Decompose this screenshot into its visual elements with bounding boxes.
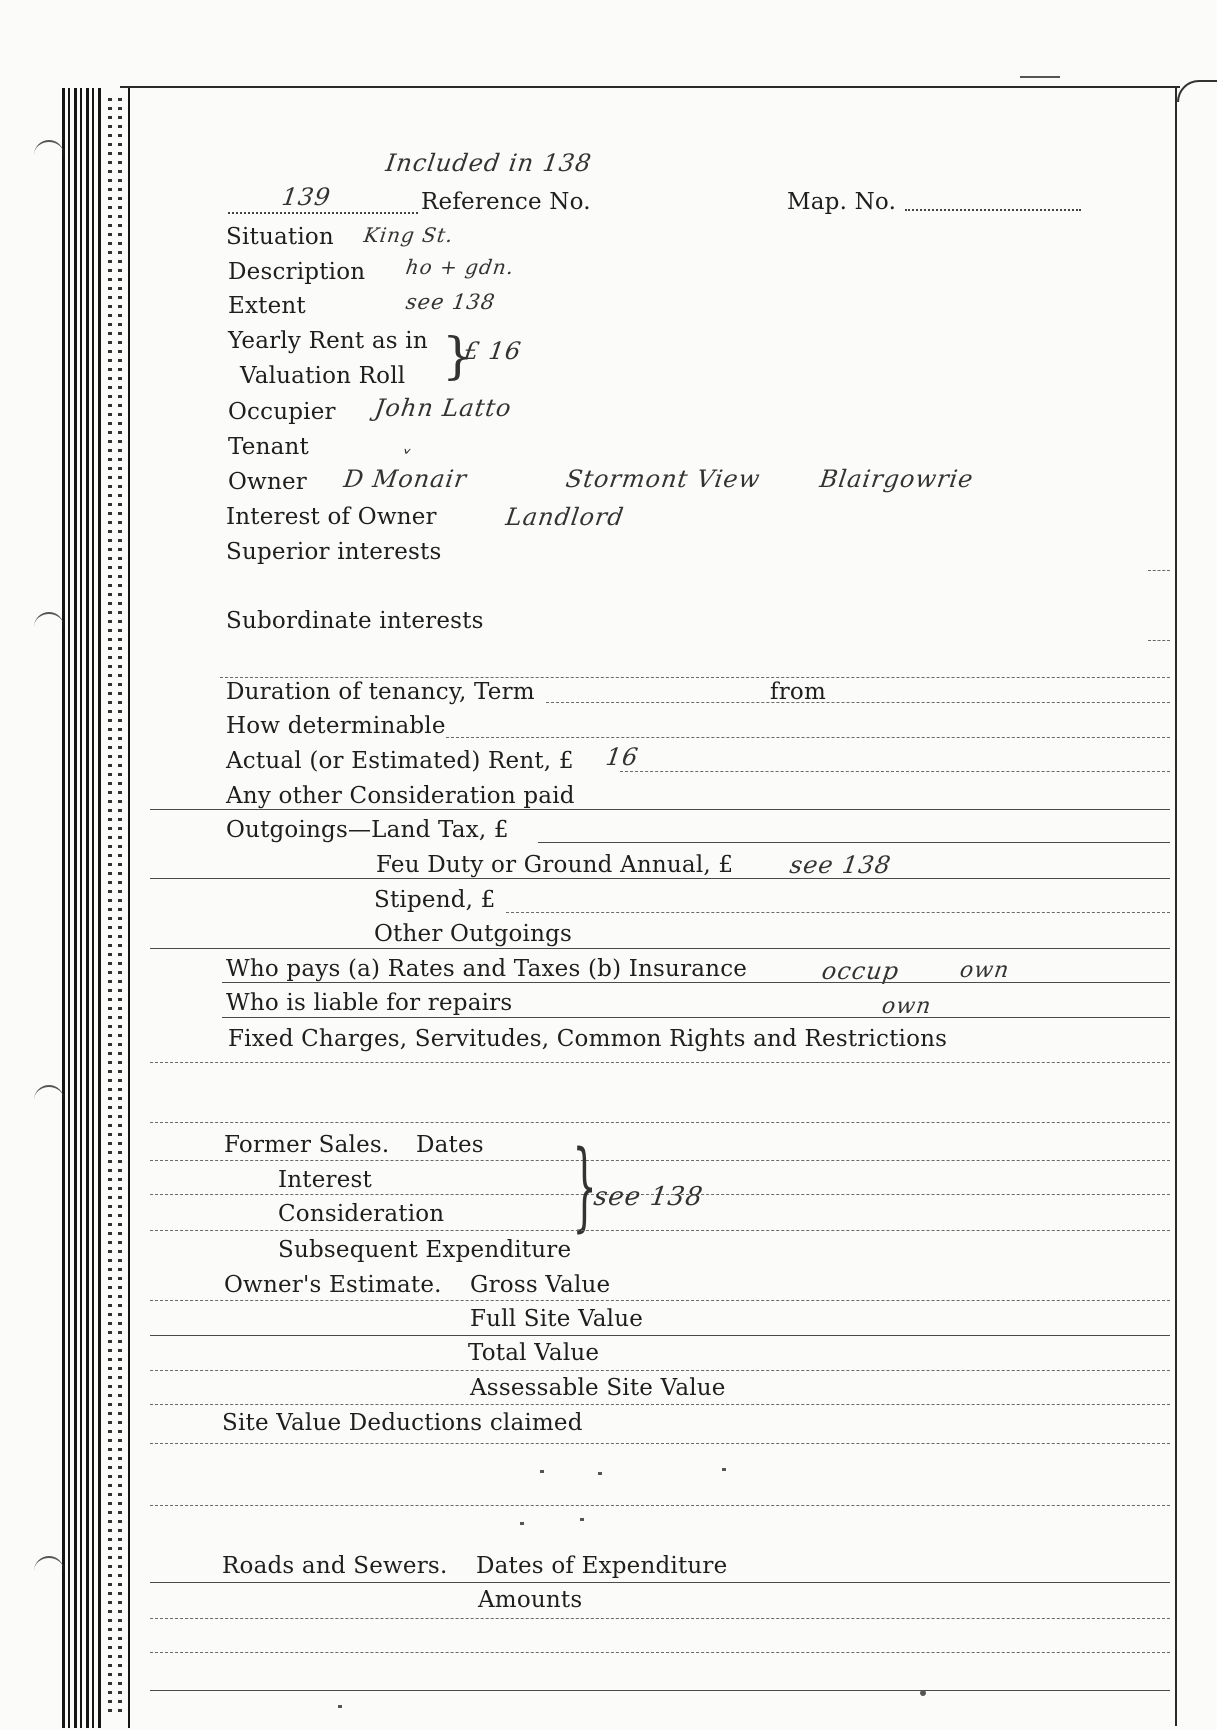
full-site-value-label: Full Site Value xyxy=(470,1306,644,1332)
scan-speck xyxy=(722,1468,726,1471)
form-rule xyxy=(220,677,1170,678)
fixed-charges-label: Fixed Charges, Servitudes, Common Rights and Restrictions xyxy=(228,1026,948,1052)
form-rule xyxy=(222,1017,1170,1018)
owners-estimate-label: Owner's Estimate. xyxy=(224,1272,442,1298)
form-rule xyxy=(150,809,1170,810)
roads-sewers-label: Roads and Sewers. xyxy=(222,1553,448,1579)
included-note: Included in 138 xyxy=(384,149,594,177)
page-top-edge xyxy=(120,86,1180,88)
page-binding xyxy=(62,88,152,1728)
page-right-edge xyxy=(1175,86,1177,1726)
form-rule xyxy=(150,1335,1170,1336)
margin-tick xyxy=(1148,640,1170,641)
form-rule xyxy=(150,1582,1170,1583)
from-label: from xyxy=(770,679,826,705)
form-rule xyxy=(150,1122,1170,1123)
reference-label: Reference No. xyxy=(421,189,591,215)
feu-duty-label: Feu Duty or Ground Annual, £ xyxy=(376,852,734,878)
scan-speck xyxy=(540,1470,544,1473)
rates-payer-value: occup xyxy=(820,957,902,985)
reference-dotted-line xyxy=(228,212,418,214)
feu-duty-value: see 138 xyxy=(788,851,894,879)
duration-label: Duration of tenancy, Term xyxy=(226,679,535,705)
owner-address-town: Blairgowrie xyxy=(818,465,976,493)
owner-address-street: Stormont View xyxy=(564,465,763,493)
interest-of-owner-label: Interest of Owner xyxy=(226,504,437,530)
dates-of-expenditure-label: Dates of Expenditure xyxy=(476,1553,728,1579)
form-rule xyxy=(150,1230,1170,1231)
form-rule xyxy=(150,1404,1170,1405)
subordinate-interests-label: Subordinate interests xyxy=(226,608,484,634)
former-sales-value: see 138 xyxy=(591,1182,706,1212)
situation-label: Situation xyxy=(226,224,334,250)
yearly-rent-value: £ 16 xyxy=(462,337,524,365)
owner-label: Owner xyxy=(228,469,307,495)
who-pays-label: Who pays (a) Rates and Taxes (b) Insurance xyxy=(226,956,748,982)
outgoings-label: Outgoings—Land Tax, £ xyxy=(226,817,509,843)
map-label: Map. No. xyxy=(787,189,897,215)
scan-speck xyxy=(520,1522,524,1525)
yearly-rent-brace: } xyxy=(442,327,474,385)
map-dotted-line xyxy=(905,209,1081,211)
owner-name: D Monair xyxy=(342,465,469,493)
situation-value: King St. xyxy=(362,223,456,247)
occupier-value: John Latto xyxy=(373,394,514,422)
yearly-rent-label: Yearly Rent as in xyxy=(228,328,428,354)
interest-of-owner-value: Landlord xyxy=(504,503,626,531)
form-rule xyxy=(150,1505,1170,1506)
gross-value-label: Gross Value xyxy=(470,1272,611,1298)
dates-label: Dates xyxy=(416,1132,484,1158)
actual-rent-value: 16 xyxy=(604,743,641,771)
other-outgoings-label: Other Outgoings xyxy=(374,921,573,947)
valuation-roll-label: Valuation Roll xyxy=(240,363,406,389)
tenant-value: ˬ xyxy=(402,429,417,453)
form-rule xyxy=(506,912,1170,913)
superior-interests-label: Superior interests xyxy=(226,539,442,565)
subsequent-expenditure-label: Subsequent Expenditure xyxy=(278,1237,572,1263)
punch-hole-mark xyxy=(34,1085,64,1101)
form-rule xyxy=(150,948,1170,949)
form-rule xyxy=(150,1062,1170,1063)
form-rule xyxy=(150,1160,1170,1161)
form-rule xyxy=(150,1618,1170,1619)
how-determinable-label: How determinable xyxy=(226,713,446,739)
reference-number: 139 xyxy=(280,183,333,211)
form-rule xyxy=(446,737,1170,738)
scan-speck xyxy=(580,1518,584,1521)
extent-value: see 138 xyxy=(404,290,498,314)
form-rule xyxy=(150,1370,1170,1371)
description-label: Description xyxy=(228,259,366,285)
punch-hole-mark xyxy=(34,612,64,628)
repairs-label: Who is liable for repairs xyxy=(226,990,513,1016)
repairs-value: own xyxy=(880,994,934,1019)
stipend-label: Stipend, £ xyxy=(374,887,496,913)
occupier-label: Occupier xyxy=(228,399,336,425)
scan-speck xyxy=(1020,76,1060,78)
form-rule xyxy=(150,1690,1170,1691)
form-rule xyxy=(222,982,1170,983)
interest-label: Interest xyxy=(278,1167,373,1193)
form-rule xyxy=(620,771,1170,772)
scan-speck xyxy=(920,1690,926,1696)
form-rule xyxy=(546,702,1170,703)
consideration-label: Consideration xyxy=(278,1201,445,1227)
actual-rent-label: Actual (or Estimated) Rent, £ xyxy=(226,748,574,774)
insurance-payer-value: own xyxy=(958,958,1012,983)
form-rule xyxy=(150,878,1170,879)
description-value: ho + gdn. xyxy=(404,255,516,279)
form-rule xyxy=(150,1652,1170,1653)
other-consideration-label: Any other Consideration paid xyxy=(226,783,575,809)
former-sales-brace: } xyxy=(572,1130,597,1242)
page-corner-curl xyxy=(1177,80,1217,102)
tenant-label: Tenant xyxy=(228,434,309,460)
form-rule xyxy=(150,1300,1170,1301)
amounts-label: Amounts xyxy=(478,1587,583,1613)
site-value-deductions-label: Site Value Deductions claimed xyxy=(222,1410,583,1436)
extent-label: Extent xyxy=(228,293,306,319)
form-rule xyxy=(150,1443,1170,1444)
form-rule xyxy=(538,842,1170,843)
assessable-site-value-label: Assessable Site Value xyxy=(470,1375,726,1401)
total-value-label: Total Value xyxy=(468,1340,600,1366)
punch-hole-mark xyxy=(34,140,64,156)
scan-speck xyxy=(598,1472,602,1475)
former-sales-label: Former Sales. xyxy=(224,1132,390,1158)
scan-speck xyxy=(338,1705,342,1708)
punch-hole-mark xyxy=(34,1556,64,1572)
margin-tick xyxy=(1148,570,1170,571)
